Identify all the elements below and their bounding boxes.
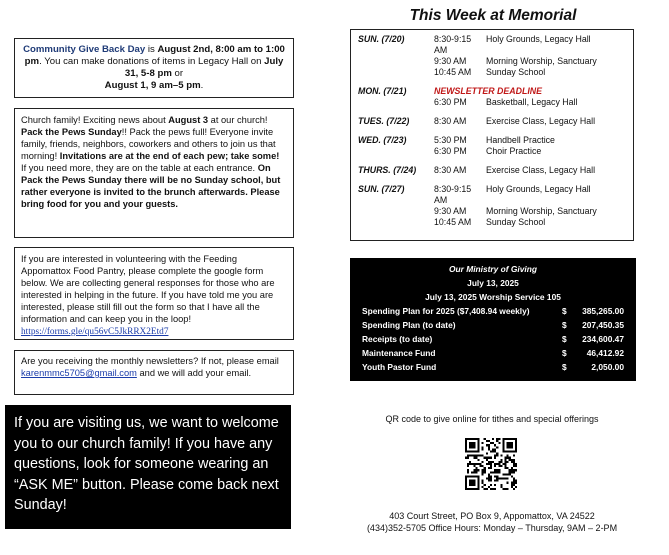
event-name: Holy Grounds, Legacy Hall (486, 184, 591, 194)
pantry-text: If you are interested in volunteering with the Feeding Appomattox Food Pantry, please complete the google form below. We are collecting general responses for those who are interested in helping in the future. If you have told me you are interested, please still fill out the form so that I have all the information and can keep you in the loop! (21, 254, 275, 324)
newsletter-deadline: NEWSLETTER DEADLINE (434, 86, 543, 96)
giving-row-currency: $ (562, 320, 567, 330)
give-back-label: Community Give Back Day (23, 44, 146, 55)
event-name: Sunday School (486, 67, 546, 77)
giving-row-value: 385,265.00 (582, 306, 624, 316)
giving-date: July 13, 2025 (467, 278, 519, 288)
church-phone-hours: (434)352-5705 Office Hours: Monday – Thursday, 9AM – 2-PM (366, 523, 618, 533)
giving-row-amount (562, 346, 624, 360)
event-time: 6:30 PM (434, 97, 467, 107)
event-time: 6:30 PM (434, 146, 467, 156)
pews-date: August 3 (168, 115, 209, 125)
schedule-day-label: TUES. (7/22) (358, 116, 410, 126)
newsletter-email-link[interactable]: karenmmc5705@gmail.com (21, 368, 137, 378)
giving-row (362, 346, 624, 360)
event-time: 8:30 AM (434, 165, 467, 175)
give-back-date-3: August 1, 9 am–5 pm (104, 80, 201, 91)
schedule-day (358, 184, 626, 228)
giving-row-label: Youth Pastor Fund (362, 362, 437, 372)
pews-text-2: at our church! (208, 115, 268, 125)
pews-text-3: !! Pack the pews full! Everyone invite family, friends, neighbors, coworkers and others to join us that morning! (21, 127, 276, 161)
schedule-event (434, 146, 626, 157)
schedule-event (434, 34, 626, 56)
schedule-day (358, 34, 626, 78)
event-time: 10:45 AM (434, 67, 472, 77)
event-time: 9:30 AM (434, 206, 467, 216)
giving-row-value: 234,600.47 (582, 334, 624, 344)
giving-row-amount (562, 304, 624, 318)
event-name: Holy Grounds, Legacy Hall (486, 34, 591, 44)
schedule-event (434, 135, 626, 146)
newsletter-text-2: and we will add your email. (136, 368, 252, 378)
event-name: Exercise Class, Legacy Hall (486, 165, 596, 175)
event-name: Handbell Practice (486, 135, 555, 145)
give-back-date-2: July 31, 5-8 pm (124, 56, 284, 79)
schedule-event (434, 97, 626, 108)
giving-row (362, 304, 624, 318)
giving-row-value: 2,050.00 (591, 362, 624, 372)
event-name: Basketball, Legacy Hall (486, 97, 578, 107)
giving-row (362, 332, 624, 346)
giving-row-label: Spending Plan (to date) (362, 320, 456, 330)
welcome-banner: If you are visiting us, we want to welcome you to our church family! If you have any questions, look for someone wearing an “ASK ME” button. Please come back next Sunday! (5, 405, 291, 529)
weekly-schedule (350, 29, 634, 241)
schedule-event (434, 67, 626, 78)
giving-row-label: Receipts (to date) (362, 334, 433, 344)
church-address: 403 Court Street, PO Box 9, Appomattox, VA 24522 (389, 511, 595, 521)
schedule-event (434, 116, 626, 127)
giving-row-currency: $ (562, 334, 567, 344)
giving-heading: Our Ministry of Giving (449, 264, 537, 274)
event-time: 8:30 AM (434, 116, 467, 126)
giving-row (362, 360, 624, 374)
pews-brunch: On Pack the Pews Sunday there will be no Sunday school, but rather everyone is invited to the brunch afterwards. Please bring food for you and your guests. (21, 163, 281, 209)
give-back-notice (14, 38, 294, 98)
giving-row-currency: $ (562, 362, 567, 372)
pews-text-1: Church family! Exciting news about (21, 115, 169, 125)
event-time: 5:30 PM (434, 135, 467, 145)
give-back-mid: . You can make donations of items in Legacy Hall on (39, 56, 265, 67)
schedule-day (358, 165, 626, 176)
giving-row-value: 46,412.92 (586, 348, 624, 358)
giving-row (362, 318, 624, 332)
schedule-day-label: THURS. (7/24) (358, 165, 417, 175)
schedule-day-label: WED. (7/23) (358, 135, 407, 145)
schedule-event (434, 184, 626, 206)
giving-row-amount (562, 332, 624, 346)
event-time: 8:30-9:15 AM (434, 184, 472, 205)
event-name: Exercise Class, Legacy Hall (486, 116, 596, 126)
giving-qr-code[interactable] (465, 438, 517, 490)
schedule-day-label: SUN. (7/27) (358, 184, 405, 194)
event-name: Morning Worship, Sanctuary (486, 56, 597, 66)
schedule-event (434, 206, 626, 217)
newsletter-notice (14, 350, 294, 395)
giving-row-amount (562, 318, 624, 332)
giving-row-currency: $ (562, 306, 567, 316)
schedule-event (434, 165, 626, 176)
give-back-or: or (171, 68, 184, 79)
give-back-end: . (200, 80, 204, 91)
schedule-day (358, 135, 626, 157)
qr-caption: QR code to give online for tithes and special offerings (385, 414, 599, 424)
giving-row-currency: $ (562, 348, 567, 358)
schedule-day (358, 86, 626, 108)
schedule-day-label: SUN. (7/20) (358, 34, 405, 44)
newsletter-text-1: Are you receiving the monthly newsletters? If not, please email (21, 356, 279, 366)
food-pantry-notice (14, 247, 294, 340)
schedule-day-label: MON. (7/21) (358, 86, 407, 96)
page-title: This Week at Memorial (409, 7, 577, 24)
event-time: 9:30 AM (434, 56, 467, 66)
giving-summary (350, 258, 636, 381)
church-contact (350, 510, 634, 534)
pews-text-4: If you need more, they are on the table at each entrance. (21, 163, 258, 173)
event-time: 10:45 AM (434, 217, 472, 227)
giving-row-label: Maintenance Fund (362, 348, 436, 358)
give-back-is: is (145, 44, 158, 55)
schedule-event (434, 217, 626, 228)
event-name: Choir Practice (486, 146, 542, 156)
event-name: Sunday School (486, 217, 546, 227)
giving-row-amount (562, 360, 624, 374)
pews-event-name: Pack the Pews Sunday (21, 127, 122, 137)
pack-the-pews-notice (14, 108, 294, 238)
giving-row-label: Spending Plan for 2025 ($7,408.94 weekly) (362, 306, 530, 316)
giving-service: July 13, 2025 Worship Service 105 (425, 292, 561, 302)
give-back-date: August 2nd, 8:00 am to 1:00 pm (24, 44, 285, 67)
schedule-event (434, 56, 626, 67)
event-name: Morning Worship, Sanctuary (486, 206, 597, 216)
schedule-day (358, 116, 626, 127)
pews-invitations: Invitations are at the end of each pew; take some! (59, 151, 280, 161)
giving-row-value: 207,450.35 (582, 320, 624, 330)
pantry-form-link[interactable]: https://forms.gle/qu56vC5JkRRX2Etd7 (21, 327, 169, 337)
event-time: 8:30-9:15 AM (434, 34, 472, 55)
